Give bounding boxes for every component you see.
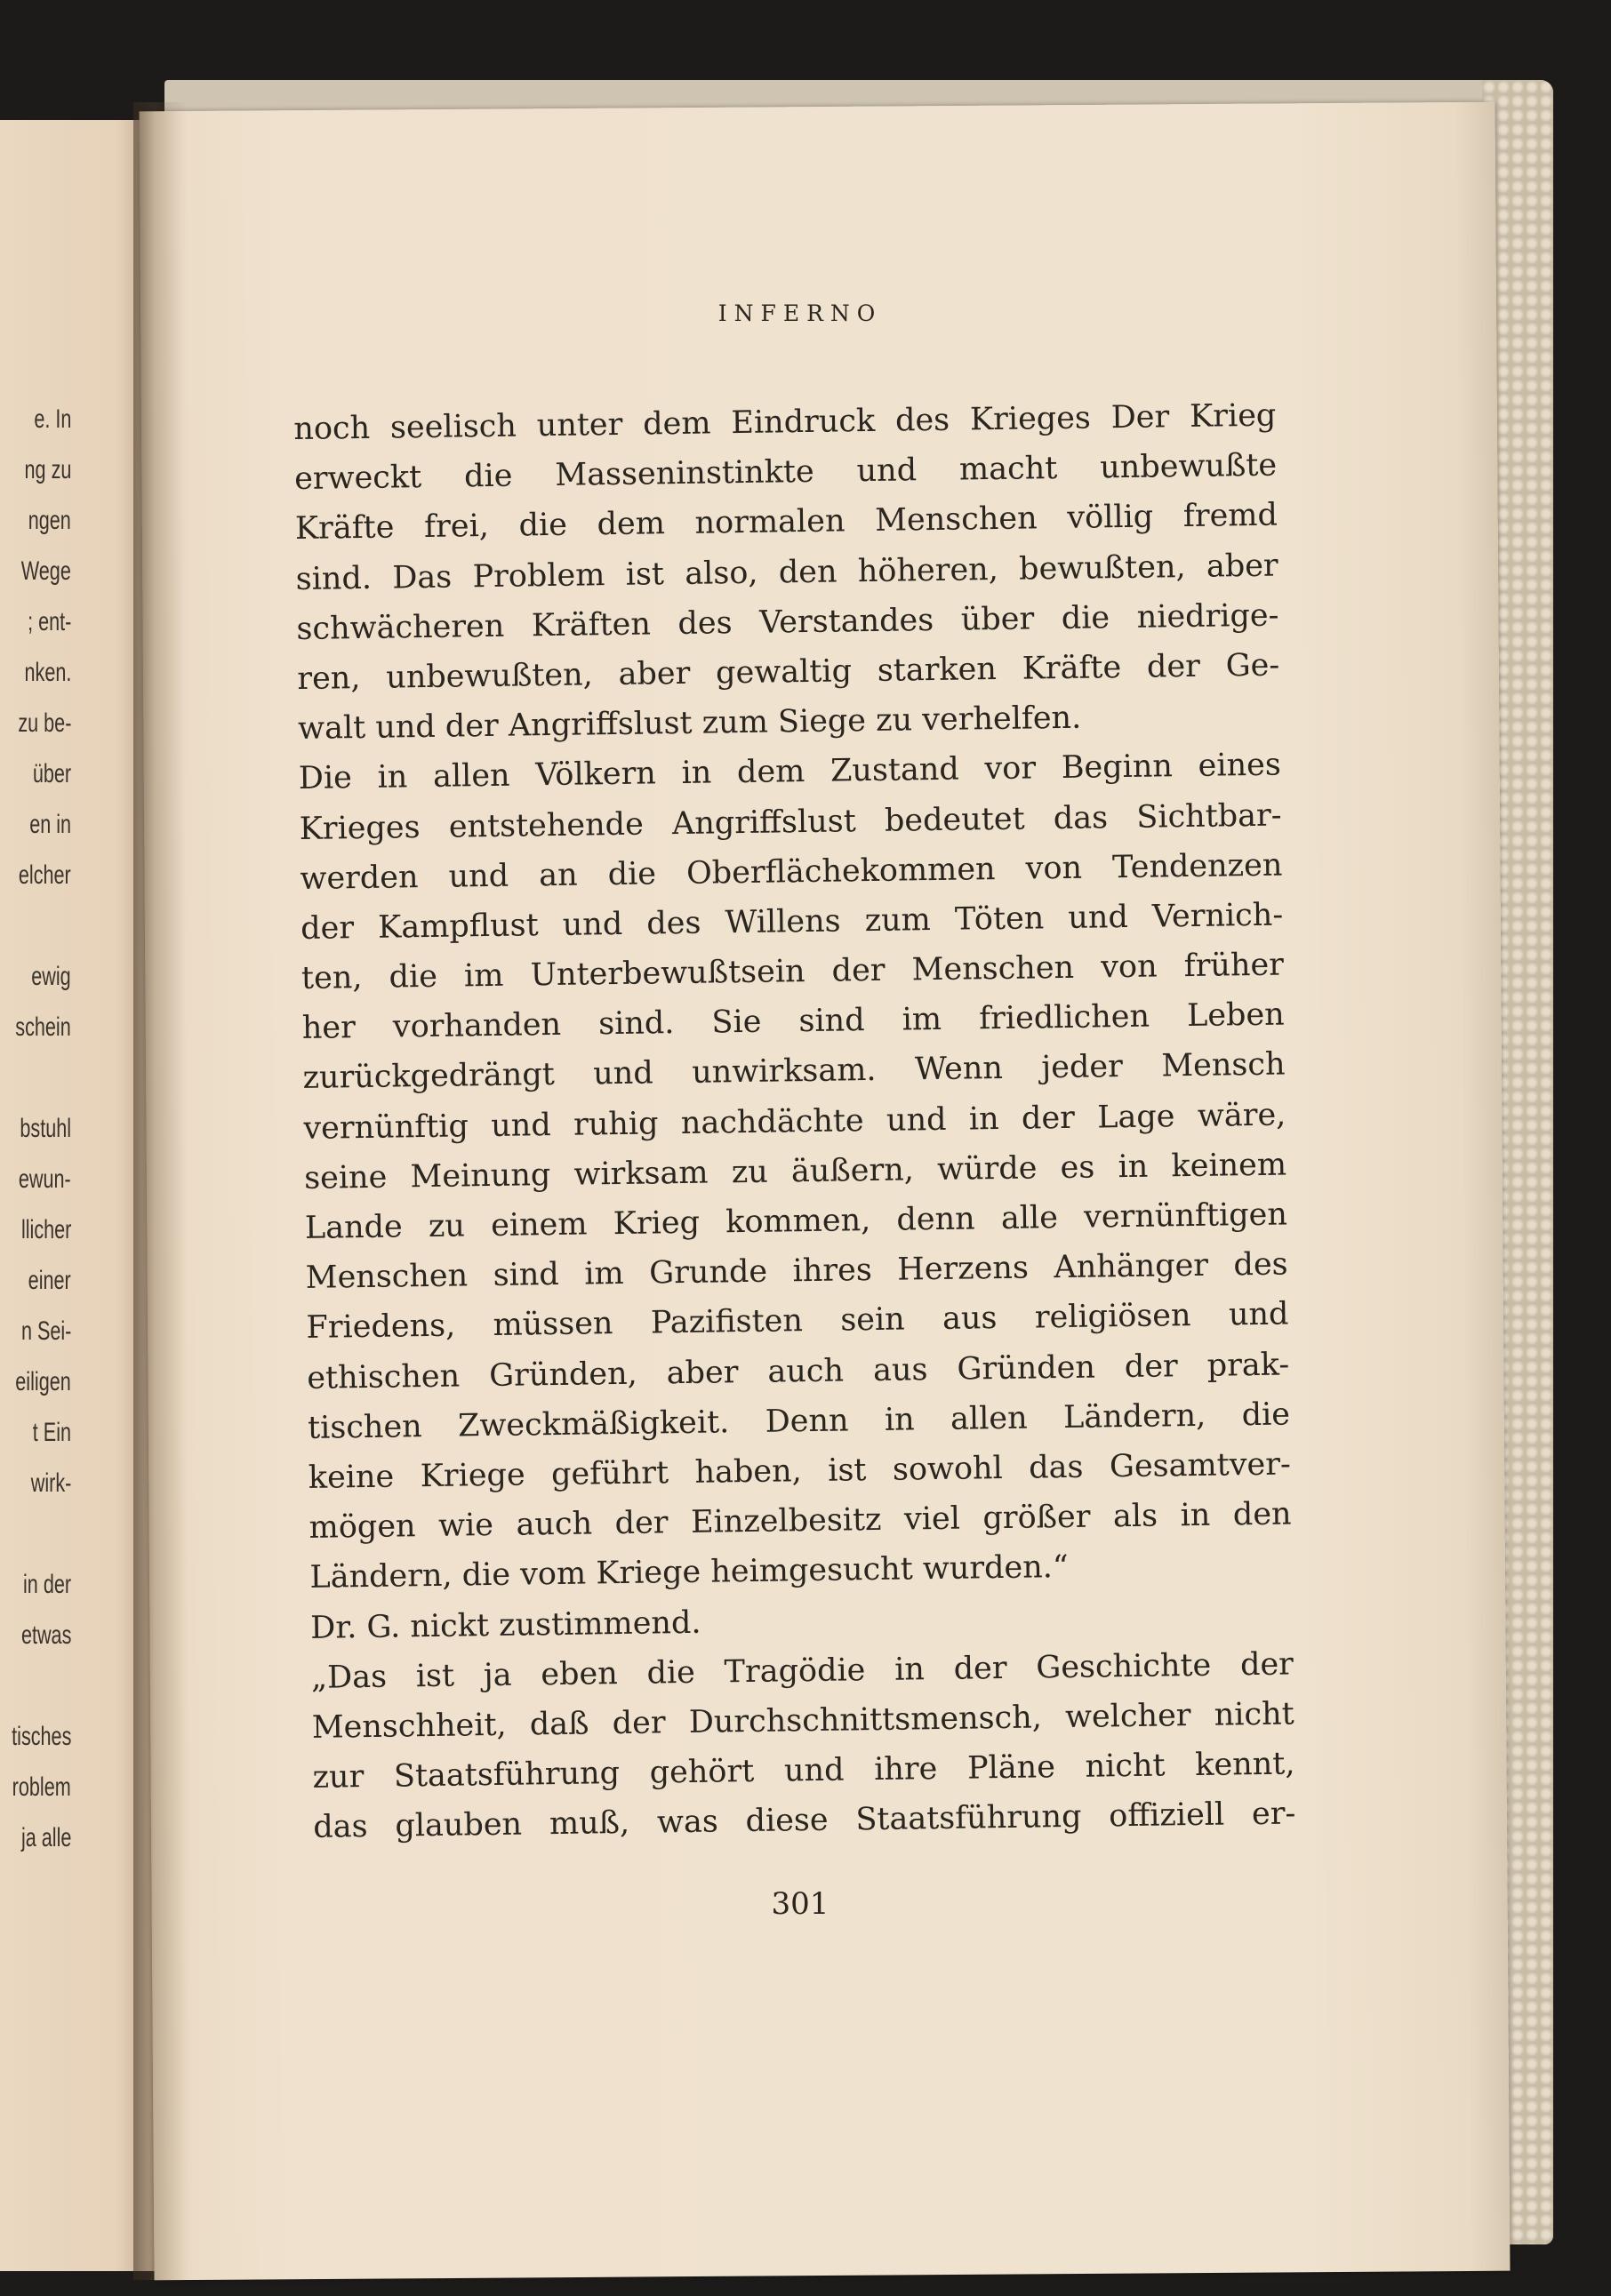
text-line: Ländern, die vom Kriege heimgesucht wurden.“ bbox=[309, 1549, 1070, 1596]
left-fragment: schein bbox=[15, 1012, 71, 1042]
text-line: vernünftig und ruhig nachdächte und in der Lage wäre, bbox=[303, 1097, 1286, 1147]
text-line: erweckt die Masseninstinkte und macht unbewußte bbox=[293, 447, 1278, 498]
left-fragment: elcher bbox=[19, 860, 71, 890]
text-line: tischen Zweckmäßigkeit. Denn in allen Ländern, die bbox=[307, 1396, 1291, 1446]
text-line: seine Meinung wirksam zu äußern, würde es in keinem bbox=[303, 1147, 1287, 1196]
page-number: 301 bbox=[771, 1886, 830, 1922]
text-line: ethischen Gründen, aber auch aus Gründen der prak- bbox=[307, 1347, 1290, 1396]
text-line: werden und an die Oberflächekommen von Tendenzen bbox=[300, 847, 1283, 897]
page-body-text bbox=[293, 391, 1296, 1853]
left-fragment: Wege bbox=[20, 556, 71, 586]
text-line: Menschheit, daß der Durchschnittsmensch, welcher nicht bbox=[311, 1696, 1294, 1746]
left-fragment: ; ent- bbox=[27, 607, 71, 636]
left-fragment: ng zu bbox=[24, 455, 71, 484]
text-line: mögen wie auch der Einzelbesitz viel größer als in den bbox=[309, 1496, 1292, 1546]
left-fragment: ewun- bbox=[19, 1164, 71, 1194]
left-fragment: bstuhl bbox=[20, 1114, 71, 1143]
text-line: her vorhanden sind. Sie sind im friedlichen Leben bbox=[301, 996, 1285, 1047]
left-fragment: t Ein bbox=[32, 1418, 71, 1447]
text-line: Krieges entstehende Angriffslust bedeutet das Sichtbar- bbox=[299, 797, 1282, 847]
text-line: Dr. G. nickt zustimmend. bbox=[309, 1604, 701, 1646]
text-line: Die in allen Völkern in dem Zustand vor Beginn eines bbox=[298, 747, 1282, 797]
text-line: Kräfte frei, die dem normalen Menschen völlig fremd bbox=[294, 497, 1278, 548]
left-fragment: ewig bbox=[31, 962, 71, 991]
text-line: Menschen sind im Grunde ihres Herzens Anhänger des bbox=[305, 1246, 1288, 1297]
left-fragment: wirk- bbox=[30, 1468, 71, 1498]
left-fragment: in der bbox=[22, 1570, 71, 1599]
left-fragment: nken. bbox=[24, 658, 71, 687]
left-fragment: e. In bbox=[33, 404, 71, 434]
text-line: der Kampflust und des Willens zum Töten und Vernich- bbox=[300, 897, 1284, 947]
text-line: zur Staatsführung gehört und ihre Pläne nicht kennt, bbox=[312, 1746, 1295, 1796]
text-line: Friedens, müssen Pazifisten sein aus religiösen und bbox=[306, 1296, 1289, 1347]
left-fragment: zu be- bbox=[17, 708, 71, 738]
left-fragment: n Sei- bbox=[20, 1316, 71, 1346]
left-fragment: über bbox=[32, 759, 71, 788]
text-line: Lande zu einem Krieg kommen, denn alle vernünftigen bbox=[304, 1196, 1288, 1246]
text-line: zurückgedrängt und unwirksam. Wenn jeder Mensch bbox=[302, 1046, 1286, 1097]
text-line: noch seelisch unter dem Eindruck des Krieges Der Krieg bbox=[293, 397, 1277, 447]
left-fragment: ja alle bbox=[20, 1823, 71, 1852]
page-gutter-shadow bbox=[133, 102, 187, 2280]
left-fragment: ngen bbox=[28, 506, 71, 535]
text-line: schwächeren Kräften des Verstandes über die niedrige- bbox=[296, 597, 1279, 647]
left-fragment: eiligen bbox=[15, 1367, 71, 1396]
left-fragment: llicher bbox=[20, 1215, 71, 1244]
text-line: keine Kriege geführt haben, ist sowohl das Gesamtver- bbox=[308, 1446, 1292, 1496]
text-line: walt und der Angriffslust zum Siege zu verhelfen. bbox=[297, 700, 1082, 748]
text-line: „Das ist ja eben die Tragödie in der Geschichte der bbox=[310, 1646, 1294, 1696]
running-head: INFERNO bbox=[717, 300, 883, 326]
left-fragment: tisches bbox=[11, 1722, 71, 1751]
text-line: sind. Das Problem ist also, den höheren, bewußten, aber bbox=[295, 548, 1278, 597]
left-fragment: roblem bbox=[12, 1772, 71, 1802]
text-line: das glauben muß, was diese Staatsführung offiziell er- bbox=[313, 1796, 1296, 1846]
left-fragment: einer bbox=[28, 1266, 71, 1295]
text-line: ten, die im Unterbewußtsein der Menschen von früher bbox=[301, 947, 1285, 996]
left-fragment: etwas bbox=[20, 1620, 71, 1650]
text-line: ren, unbewußten, aber gewaltig starken Kräfte der Ge- bbox=[297, 647, 1280, 697]
left-fragment: en in bbox=[29, 810, 71, 839]
